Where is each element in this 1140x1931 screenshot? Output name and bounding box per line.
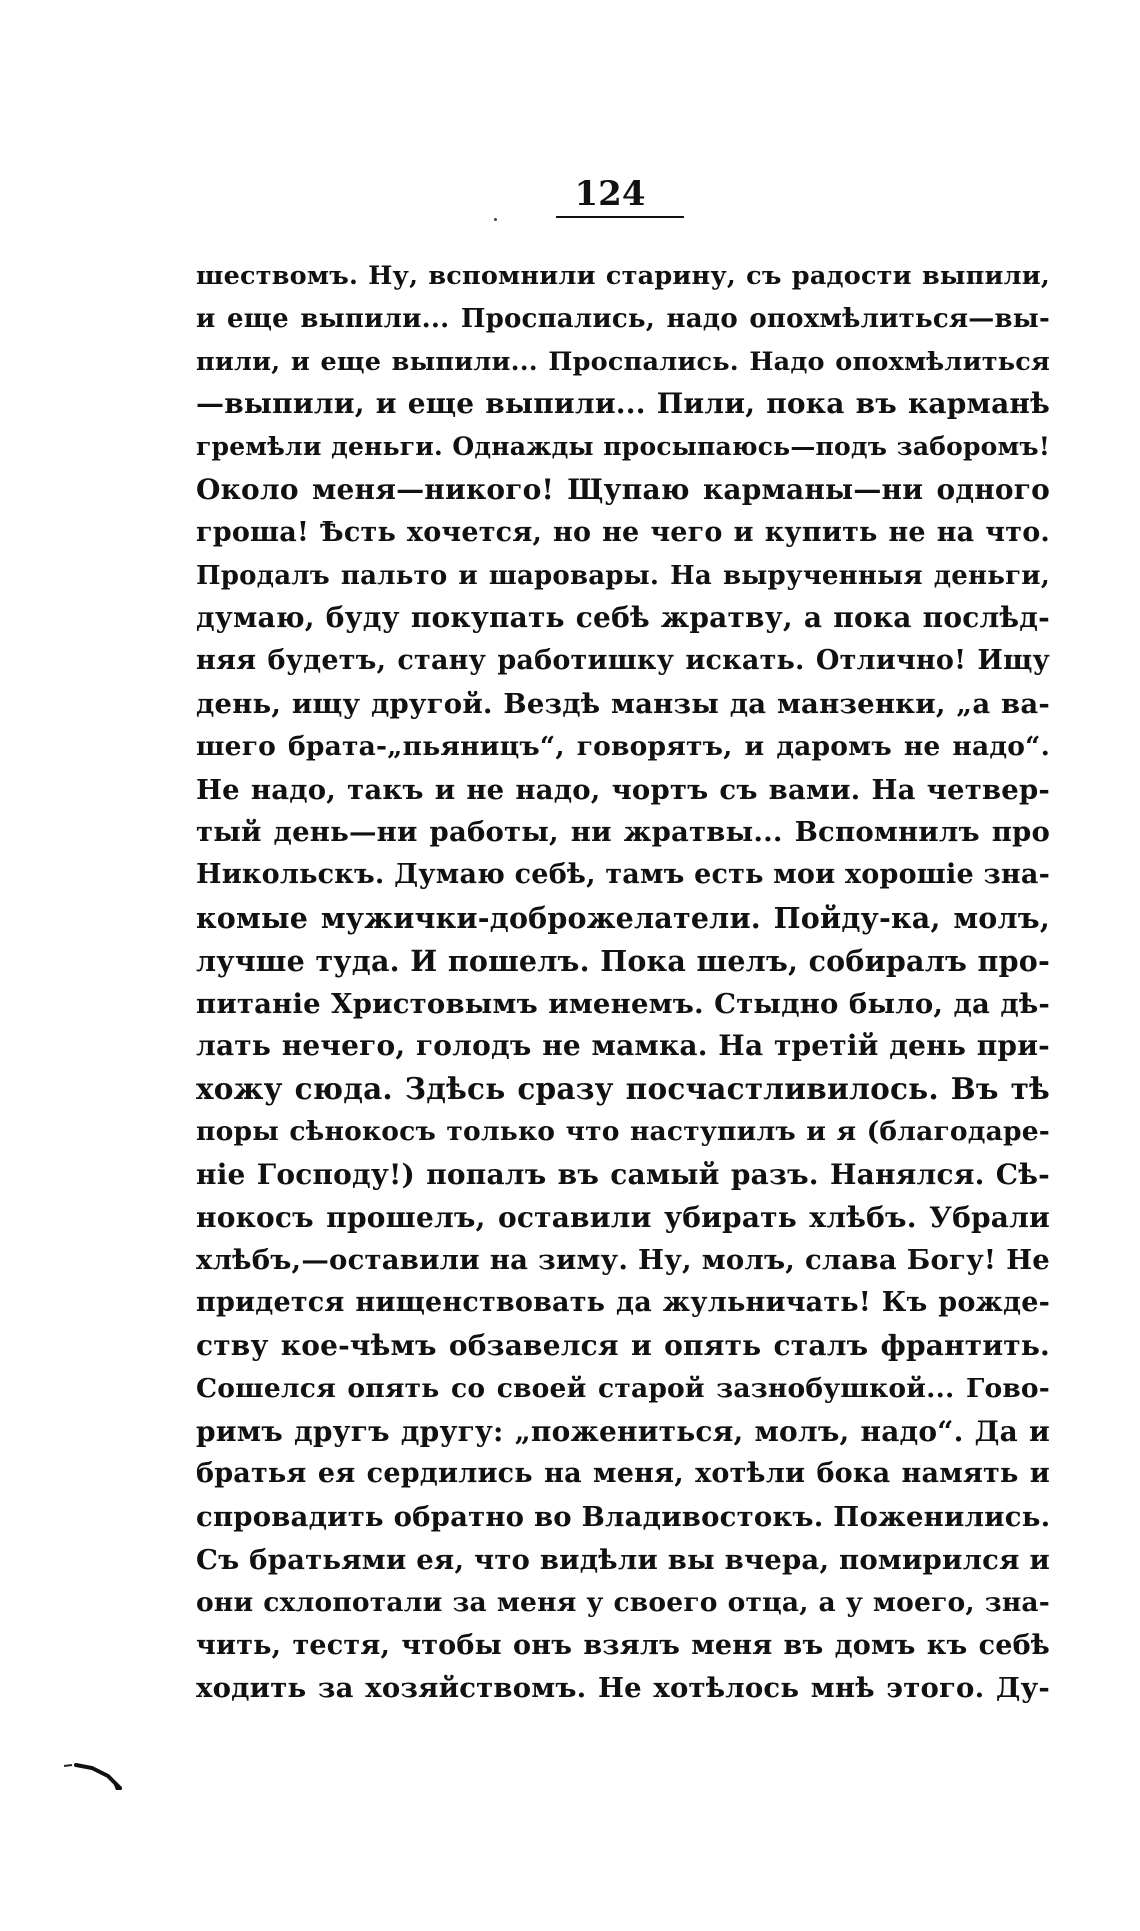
margin-ink-mark: [62, 1760, 126, 1792]
text-line: ству кое-чѣмъ обзавелся и опять сталъ франтить.: [196, 1328, 1050, 1362]
text-body: [196, 255, 1050, 1710]
text-line: —выпили, и еще выпили... Пили, пока въ карманѣ: [196, 387, 1050, 421]
text-line: шего брата-„пьяницъ“, говорятъ, и даромъ не надо“.: [196, 730, 1050, 762]
text-line: пили, и еще выпили... Проспались. Надо опохмѣлиться: [196, 346, 1050, 377]
text-line: хлѣбъ,—оставили на зиму. Ну, молъ, слава Богу! Не: [196, 1244, 1050, 1277]
text-line: братья ея сердились на меня, хотѣли бока намять и: [196, 1458, 1050, 1490]
text-line: Съ братьями ея, что видѣли вы вчера, помирился и: [196, 1543, 1050, 1576]
text-line: день, ищу другой. Вездѣ манзы да манзенки, „а ва-: [196, 687, 1050, 720]
text-line: няя будетъ, стану работишку искать. Отлично! Ищу: [196, 645, 1050, 677]
text-line: хожу сюда. Здѣсь сразу посчастливилось. Въ тѣ: [196, 1071, 1050, 1107]
text-line: нокосъ прошелъ, оставили убирать хлѣбъ. Убрали: [196, 1200, 1050, 1234]
text-line: шествомъ. Ну, вспомнили старину, съ радости выпили,: [196, 261, 1050, 291]
text-line: гремѣли деньги. Однажды просыпаюсь—подъ заборомъ!: [196, 432, 1050, 462]
page-number: 124: [574, 174, 646, 214]
text-line: ходить за хозяйствомъ. Не хотѣлось мнѣ этого. Ду-: [196, 1672, 1050, 1705]
text-line: думаю, буду покупать себѣ жратву, а пока послѣд-: [196, 601, 1050, 635]
page-number-rule: [556, 216, 684, 218]
text-line: они схлопотали за меня у своего отца, а у моего, зна-: [196, 1586, 1050, 1618]
text-line: Не надо, такъ и не надо, чортъ съ вами. На четвер-: [196, 773, 1050, 806]
text-line: тый день—ни работы, ни жратвы... Вспомнилъ про: [196, 816, 1050, 849]
text-line: придется нищенствовать да жульничать! Къ рожде-: [196, 1287, 1050, 1319]
text-line: комые мужички-доброжелатели. Пойду-ка, молъ,: [196, 900, 1050, 935]
text-line: Никольскъ. Думаю себѣ, тамъ есть мои хорошіе зна-: [196, 859, 1050, 891]
text-line: питаніе Христовымъ именемъ. Стыдно было, да дѣ-: [196, 987, 1050, 1020]
text-line: гроша! Ѣсть хочется, но не чего и купить не на что.: [196, 516, 1050, 548]
text-line: римъ другъ другу: „пожениться, молъ, надо“. Да и: [196, 1414, 1050, 1448]
text-line: лучше туда. И пошелъ. Пока шелъ, собиралъ про-: [196, 943, 1050, 978]
text-line: Около меня—никого! Щупаю карманы—ни одного: [196, 472, 1050, 506]
text-line: Сошелся опять со своей старой зазнобушкой... Гово-: [196, 1372, 1050, 1404]
text-line: чить, тестя, чтобы онъ взялъ меня въ домъ къ себѣ: [196, 1629, 1050, 1661]
text-line: лать нечего, голодъ не мамка. На третій день при-: [196, 1029, 1050, 1063]
ink-speck: [494, 218, 497, 221]
text-line: спровадить обратно во Владивостокъ. Поженились.: [196, 1501, 1051, 1534]
text-line: поры сѣнокосъ только что наступилъ и я (благодаре-: [196, 1115, 1050, 1147]
text-line: и еще выпили... Проспались, надо опохмѣлиться—вы-: [196, 303, 1050, 334]
text-line: ніе Господу!) попалъ въ самый разъ. Нанялся. Сѣ-: [196, 1157, 1050, 1191]
text-line: Продалъ пальто и шаровары. На вырученныя деньги,: [196, 560, 1050, 591]
